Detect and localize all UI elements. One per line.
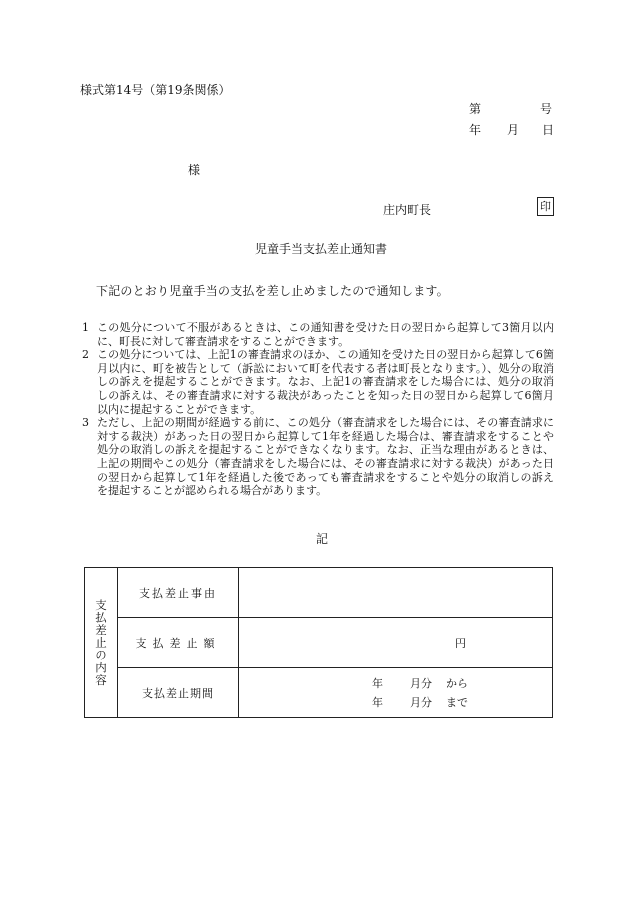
addressee: 様 [188,163,201,177]
note-item [82,416,554,498]
side-label: 支払差止の内容 [94,598,108,687]
seal-mark: 印 [537,197,554,216]
note-item [82,348,554,416]
detail-table [84,567,553,718]
date-day: 日 [542,123,555,137]
period-from-suffix: から [446,676,468,690]
period-from [372,674,552,693]
period-value-field[interactable] [239,668,553,718]
date-month: 月 [507,123,520,137]
note-text: この処分について不服があるときは、この通知書を受けた日の翌日から起算して3箇月以内に、町長に対して審査請求をすることができます。 [97,321,554,348]
document-number-label: 第 [469,102,482,116]
document-title: 児童手当支払差止通知書 [255,242,388,256]
note-number: 1 [82,321,89,334]
date-year: 年 [469,123,482,137]
lead-text: 下記のとおり児童手当の支払を差し止めましたので通知します。 [96,284,449,298]
period-label: 支払差止期間 [118,668,239,718]
period-from-year: 年 [372,676,383,690]
amount-value-field[interactable] [239,618,553,668]
note-text: ただし、上記の期間が経過する前に、この処分（審査請求をした場合には、その審査請求に対する裁決）があった日の翌日から起算して1年を経過した場合は、審査請求をすることや処分の取消しの訴えを提起することができなくなります。なお、正当な理由があるときは、上記の期間やこの処分（審査請求をした場合には、その審査請求に対する裁決）があった日の翌日から起算して1年を経過した後であっても審査請求をすることや処分の取消しの訴えを提起することが認められる場合があります。 [97,416,554,498]
amount-label: 支払差止額 [118,618,239,668]
period-to-suffix: まで [446,695,468,709]
period-from-month: 月分 [410,676,432,690]
period-to-month: 月分 [410,695,432,709]
reason-value-field[interactable] [239,568,553,618]
note-text: この処分については、上記1の審査請求のほか、この通知を受けた日の翌日から起算して6箇月以内に、町を被告として（訴訟において町を代表する者は町長となります。）、処分の取消しの訴えを提起することができます。なお、上記1の審査請求をした場合には、処分の取消しの訴えは、その審査請求に対する裁決があったことを知った日の翌日から起算して6箇月以内に提起することができます。 [97,348,554,416]
document-number-suffix: 号 [540,102,553,116]
note-number: 3 [82,416,89,430]
reason-label: 支払差止事由 [118,568,239,618]
form-number: 様式第14号（第19条関係） [80,83,231,97]
note-item [82,321,554,348]
issuer: 庄内町長 [383,203,432,217]
amount-unit: 円 [455,636,466,650]
note-number: 2 [82,348,89,362]
ki-heading: 記 [316,532,329,546]
side-label-cell [85,568,118,718]
period-to [372,693,552,712]
period-to-year: 年 [372,695,383,709]
notes [82,321,554,498]
